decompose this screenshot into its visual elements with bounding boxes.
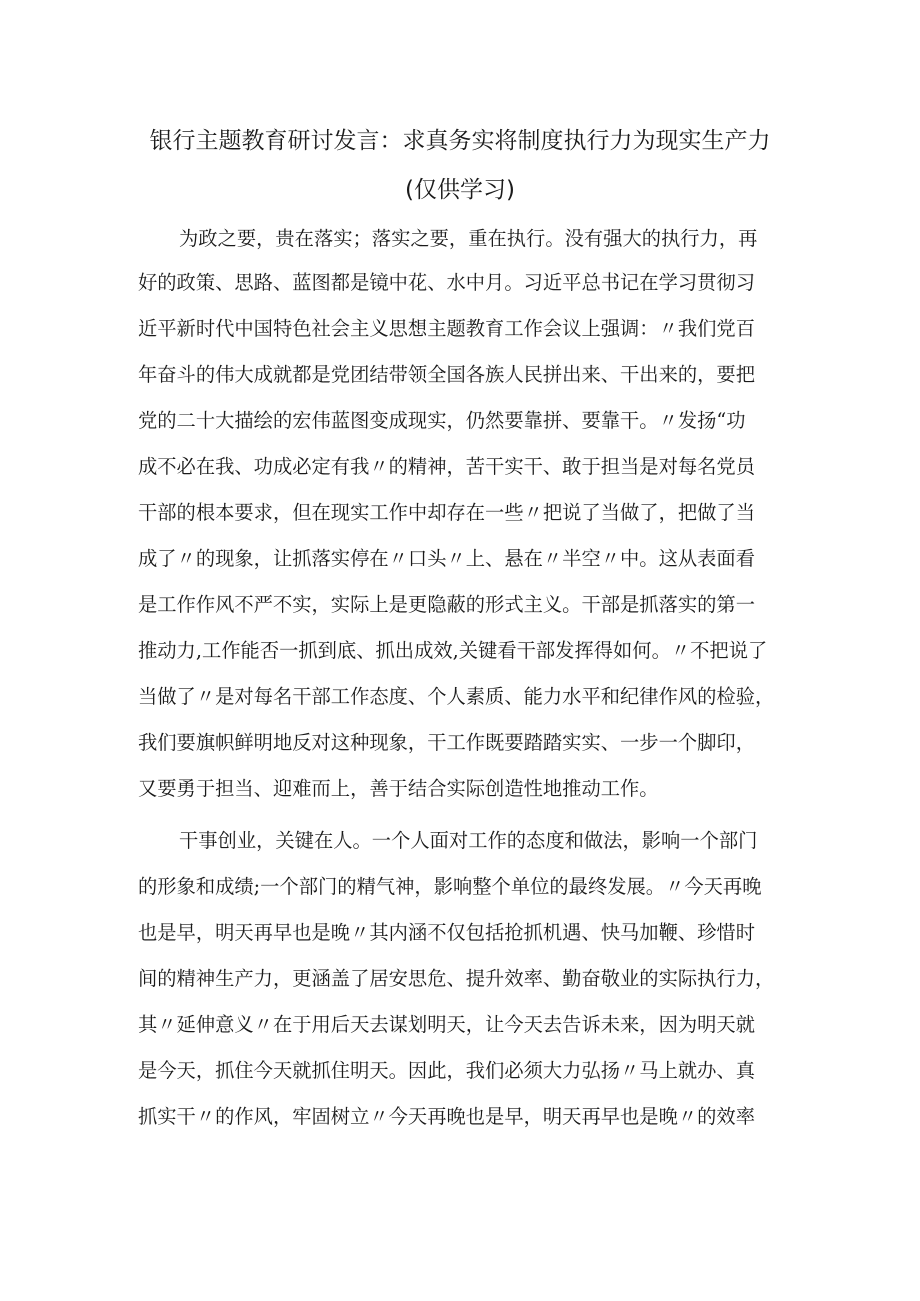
paragraph-line: 的形象和成绩;一个部门的精气神，影响整个单位的最终发展。〃今天再晚 xyxy=(138,875,762,898)
paragraph-line: 年奋斗的伟大成就都是党团结带领全国各族人民拼出来、干出来的，要把 xyxy=(138,363,755,386)
paragraph-line: 成了〃的现象，让抓落实停在〃口头〃上、悬在〃半空〃中。这从表面看 xyxy=(138,547,755,570)
document-title: 银行主题教育研讨发言：求真务实将制度执行力为现实生产力 xyxy=(149,128,771,154)
paragraph-line: 是今天，抓住今天就抓住明天。因此，我们必须大力弘扬〃马上就办、真 xyxy=(138,1059,755,1082)
paragraph-line: 间的精神生产力，更涵盖了居安思危、提升效率、勤奋敬业的实际执行力， xyxy=(138,967,775,990)
paragraph-line: 抓实干〃的作风，牢固树立〃今天再晚也是早，明天再早也是晚〃的效率 xyxy=(138,1105,755,1128)
paragraph-line: 好的政策、思路、蓝图都是镜中花、水中月。习近平总书记在学习贯彻习 xyxy=(138,271,755,294)
paragraph-line: 干部的根本要求，但在现实工作中却存在一些〃把说了当做了，把做了当 xyxy=(138,501,755,524)
paragraph-line: 推动力,工作能否一抓到底、抓出成效,关键看干部发挥得如何。〃不把说了 xyxy=(138,639,768,662)
paragraph-line: 我们要旗帜鲜明地反对这种现象，干工作既要踏踏实实、一步一个脚印， xyxy=(138,731,755,754)
paragraph-line: 其〃延伸意义〃在于用后天去谋划明天，让今天去告诉未来，因为明天就 xyxy=(138,1013,755,1036)
paragraph-line: 也是早，明天再早也是晚〃其内涵不仅包括抢抓机遇、快马加鞭、珍惜时 xyxy=(138,921,755,944)
paragraph-line: 为政之要，贵在落实；落实之要，重在执行。没有强大的执行力，再 xyxy=(179,227,758,250)
paragraph-line: 又要勇于担当、迎难而上，善于结合实际创造性地推动工作。 xyxy=(138,777,659,800)
paragraph-line: 近平新时代中国特色社会主义思想主题教育工作会议上强调：〃我们党百 xyxy=(138,317,755,340)
paragraph-line: 党的二十大描绘的宏伟蓝图变成现实，仍然要靠拼、要靠干。〃发扬“功 xyxy=(138,409,746,432)
document-subtitle: (仅供学习) xyxy=(405,177,515,203)
paragraph-line: 是工作作风不严不实，实际上是更隐蔽的形式主义。干部是抓落实的第一 xyxy=(138,593,755,616)
paragraph-line: 干事创业，关键在人。一个人面对工作的态度和做法，影响一个部门 xyxy=(179,829,758,852)
paragraph-line: 成不必在我、功成必定有我〃的精神，苦干实干、敢于担当是对每名党员 xyxy=(138,455,755,478)
paragraph-line: 当做了〃是对每名干部工作态度、个人素质、能力水平和纪律作风的检验， xyxy=(138,685,775,708)
